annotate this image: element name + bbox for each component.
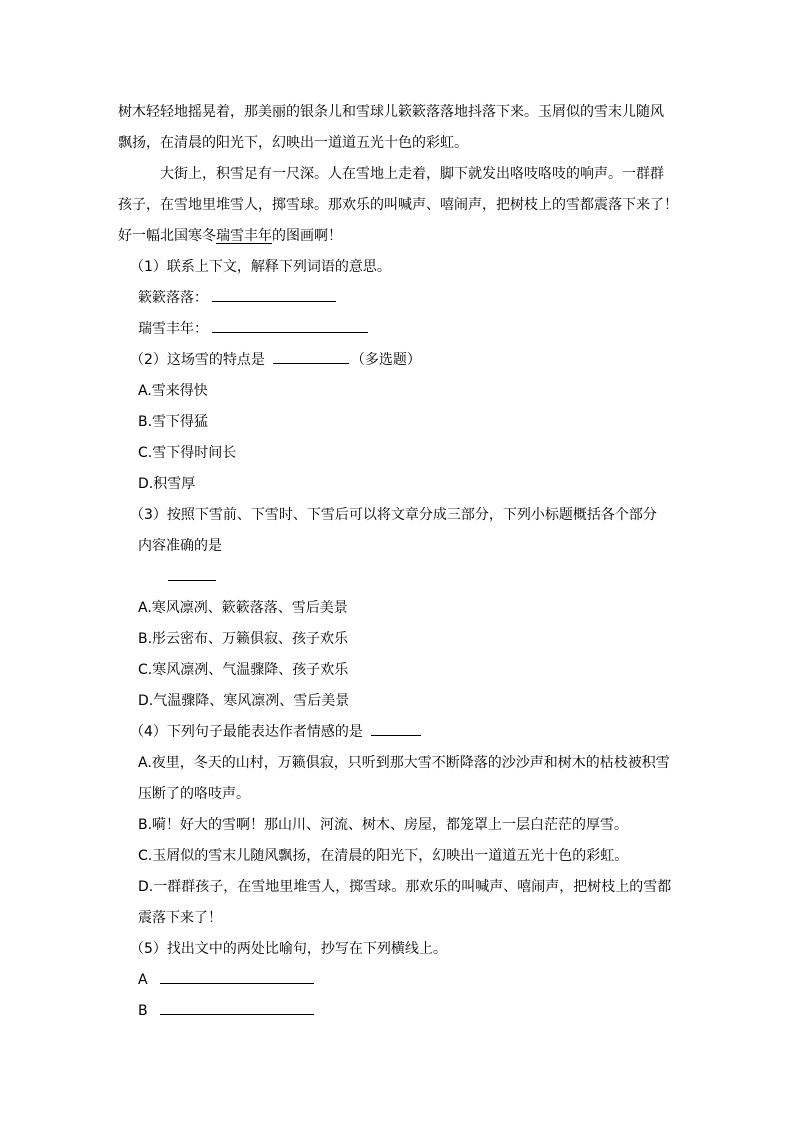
passage-line: 飘扬，在清晨的阳光下，幻映出一道道五光十色的彩虹。 xyxy=(118,135,468,151)
answer-line xyxy=(118,562,678,593)
answer-blank[interactable] xyxy=(168,566,216,581)
option[interactable]: B.嗬！好大的雪啊！那山川、河流、树木、房屋，都笼罩上一层白茫茫的厚雪。 xyxy=(138,817,629,833)
answer-label: A xyxy=(138,972,148,988)
answer-line xyxy=(118,996,678,1027)
term-label: 簌簌落落： xyxy=(138,290,208,306)
option[interactable]: C.玉屑似的雪末儿随风飘扬，在清晨的阳光下，幻映出一道道五光十色的彩虹。 xyxy=(138,848,629,864)
question-1-prompt: （1）联系上下文，解释下列词语的意思。 xyxy=(130,259,391,275)
answer-line xyxy=(118,965,678,996)
prompt-text: （4）下列句子最能表达作者情感的是 xyxy=(130,724,363,740)
prompt-text: （2）这场雪的特点是 xyxy=(130,352,265,368)
answer-blank[interactable] xyxy=(371,721,421,736)
passage-text: 的图画啊！ xyxy=(272,228,342,244)
answer-blank[interactable] xyxy=(273,349,349,364)
term-label: 瑞雪丰年： xyxy=(138,321,208,337)
question-4-prompt xyxy=(118,717,678,748)
option[interactable]: A.雪来得快 xyxy=(138,383,208,399)
option[interactable]: A.寒风凛冽、簌簌落落、雪后美景 xyxy=(138,600,348,616)
answer-blank[interactable] xyxy=(212,287,336,302)
answer-blank[interactable] xyxy=(212,318,368,333)
passage-line xyxy=(118,221,678,252)
answer-blank[interactable] xyxy=(160,1000,314,1015)
question-2-prompt xyxy=(118,345,678,376)
question-3-prompt: （3）按照下雪前、下雪时、下雪后可以将文章分成三部分，下列小标题概括各个部分 xyxy=(130,507,657,523)
option-continued: 震落下来了！ xyxy=(138,910,222,926)
document-page xyxy=(118,97,678,1027)
option[interactable]: B.雪下得猛 xyxy=(138,414,209,430)
option-continued: 压断了的咯吱声。 xyxy=(138,786,250,802)
underlined-phrase: 瑞雪丰年 xyxy=(216,228,272,244)
prompt-suffix: （多选题） xyxy=(350,352,421,368)
passage-line: 树木轻轻地摇晃着，那美丽的银条儿和雪球儿簌簌落落地抖落下来。玉屑似的雪末儿随风 xyxy=(118,104,664,120)
question-5-prompt: （5）找出文中的两处比喻句，抄写在下列横线上。 xyxy=(130,941,447,957)
passage-text: 好一幅北国寒冬 xyxy=(118,228,216,244)
question-3-prompt: 内容准确的是 xyxy=(138,538,222,554)
option[interactable]: C.寒风凛冽、气温骤降、孩子欢乐 xyxy=(138,662,349,678)
option[interactable]: D.一群群孩子，在雪地里堆雪人，掷雪球。那欢乐的叫喊声、嘻闹声，把树枝上的雪都 xyxy=(138,879,672,895)
option[interactable]: B.彤云密布、万籁俱寂、孩子欢乐 xyxy=(138,631,349,647)
option[interactable]: A.夜里，冬天的山村，万籁俱寂，只听到那大雪不断降落的沙沙声和树木的枯枝被积雪 xyxy=(138,755,670,771)
option[interactable]: C.雪下得时间长 xyxy=(138,445,237,461)
passage-line: 大街上，积雪足有一尺深。人在雪地上走着，脚下就发出咯吱咯吱的响声。一群群 xyxy=(160,166,664,182)
option[interactable]: D.气温骤降、寒风凛冽、雪后美景 xyxy=(138,693,350,709)
option[interactable]: D.积雪厚 xyxy=(138,476,196,492)
answer-label: B xyxy=(138,1003,148,1019)
question-1-item xyxy=(118,314,678,345)
passage-line: 孩子，在雪地里堆雪人，掷雪球。那欢乐的叫喊声、嘻闹声，把树枝上的雪都震落下来了！ xyxy=(118,197,678,213)
question-1-item xyxy=(118,283,678,314)
answer-blank[interactable] xyxy=(160,969,314,984)
